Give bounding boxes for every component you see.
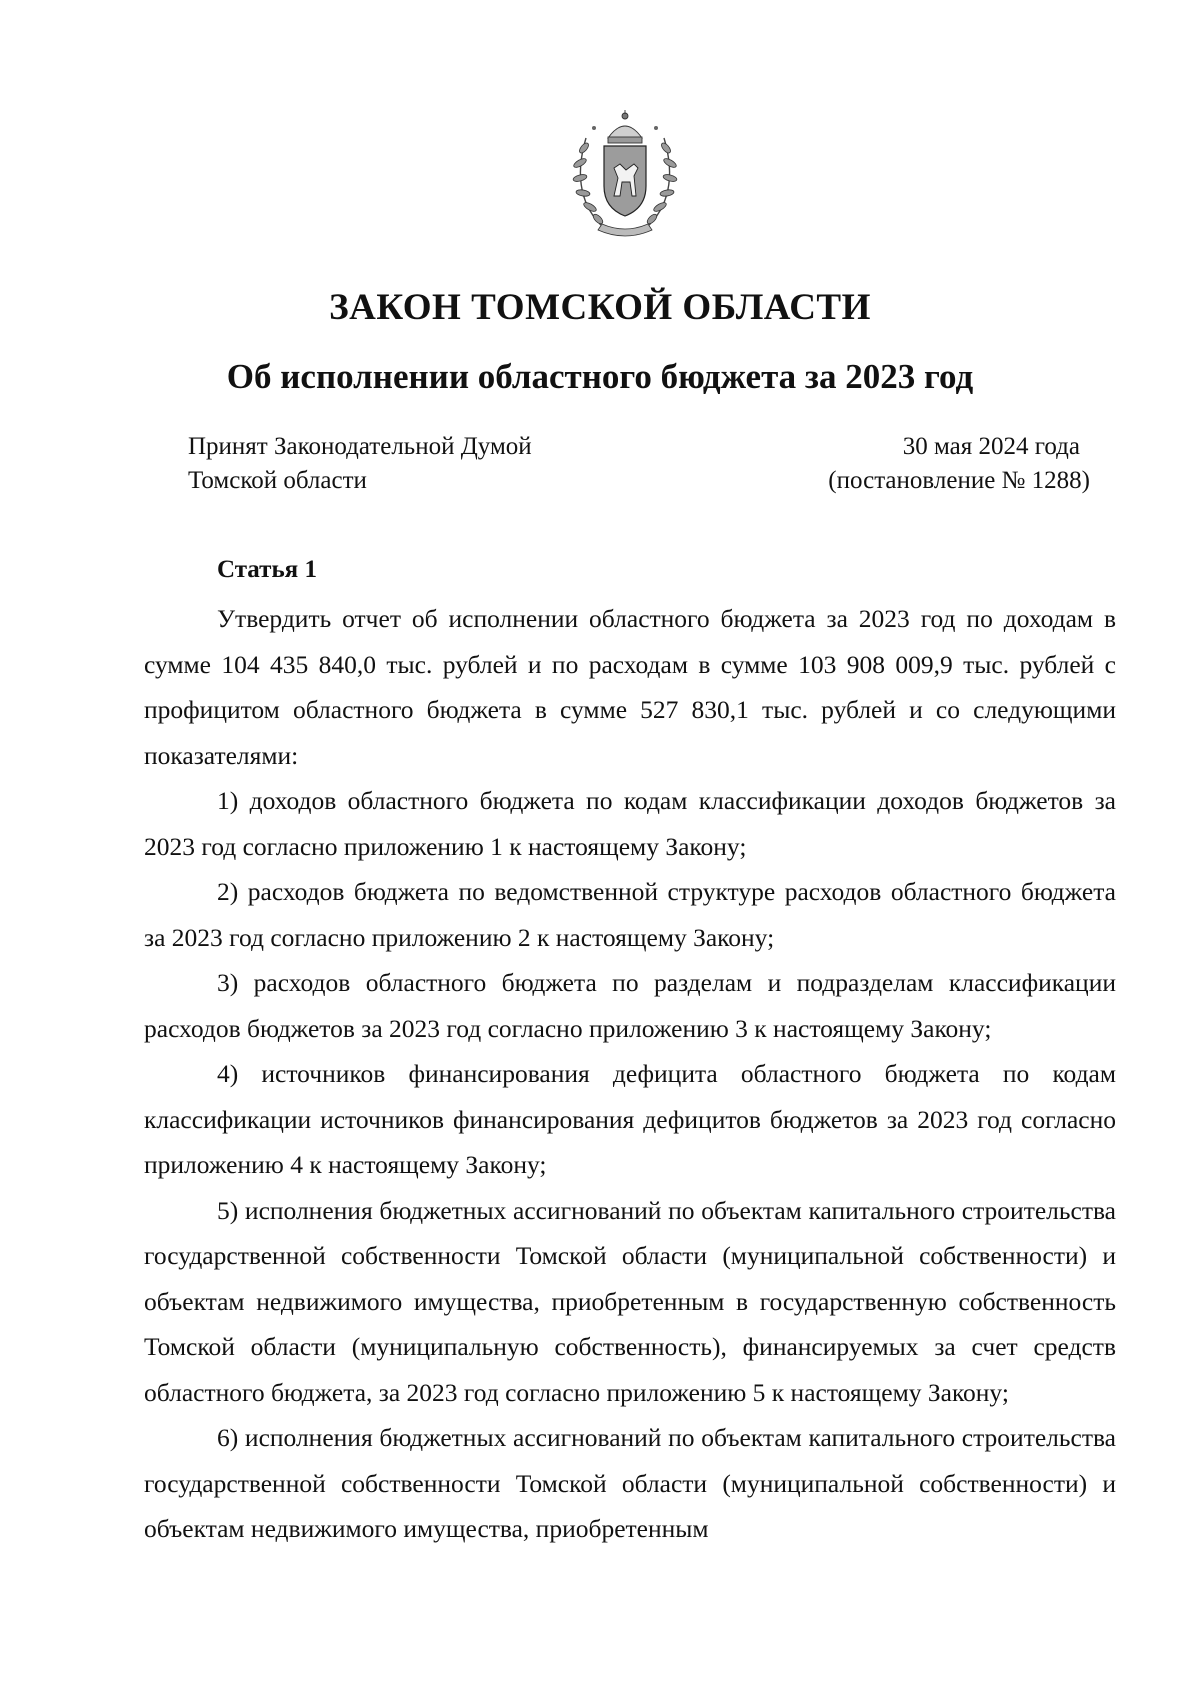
- article-heading: Статья 1: [217, 556, 317, 583]
- coat-of-arms-icon: [564, 108, 686, 244]
- paragraph: 2) расходов бюджета по ведомственной структуре расходов областного бюджета за 2023 год согласно приложению 2 к настоящему Закону;: [144, 877, 1116, 952]
- adoption-details: [828, 430, 1090, 498]
- paragraph: 1) доходов областного бюджета по кодам классификации доходов бюджетов за 2023 год согласно приложению 1 к настоящему Закону;: [144, 786, 1116, 861]
- law-title: ЗАКОН ТОМСКОЙ ОБЛАСТИ: [329, 287, 871, 328]
- article-body: [144, 596, 1116, 1552]
- resolution-number: (постановление № 1288): [828, 467, 1090, 494]
- paragraph: Утвердить отчет об исполнении областного бюджета за 2023 год по доходам в сумме 104 435 840,0 тыс. рублей и по расходам в сумме 103 908 009,9 тыс. рублей с профицитом областного бюджета в сумме 527 830,1 тыс. рублей и со следующими показателями:: [144, 604, 1116, 770]
- adoption-date: 30 мая 2024 года: [902, 433, 1080, 460]
- adopted-by-line: Томской области: [188, 467, 367, 494]
- adopted-by-block: [188, 430, 532, 498]
- law-subtitle: Об исполнении областного бюджета за 2023 год: [226, 357, 974, 396]
- adopted-by-line: Принят Законодательной Думой: [188, 433, 532, 460]
- paragraph: 6) исполнения бюджетных ассигнований по объектам капитального строительства государственной собственности Томской области (муниципальной собственности) и объектам недвижимого имущества, приобретенным: [144, 1423, 1116, 1543]
- paragraph: 3) расходов областного бюджета по разделам и подразделам классификации расходов бюджетов за 2023 год согласно приложению 3 к настоящему Закону;: [144, 968, 1116, 1043]
- paragraph: 5) исполнения бюджетных ассигнований по объектам капитального строительства государственной собственности Томской области (муниципальной собственности) и объектам недвижимого имущества, приобретенным в государственную собственность Томской области (муниципальную собственность), финансируемых за счет средств областного бюджета, за 2023 год согласно приложению 5 к настоящему Закону;: [144, 1195, 1116, 1407]
- paragraph: 4) источников финансирования дефицита областного бюджета по кодам классификации источников финансирования дефицитов бюджетов за 2023 год согласно приложению 4 к настоящему Закону;: [144, 1059, 1116, 1179]
